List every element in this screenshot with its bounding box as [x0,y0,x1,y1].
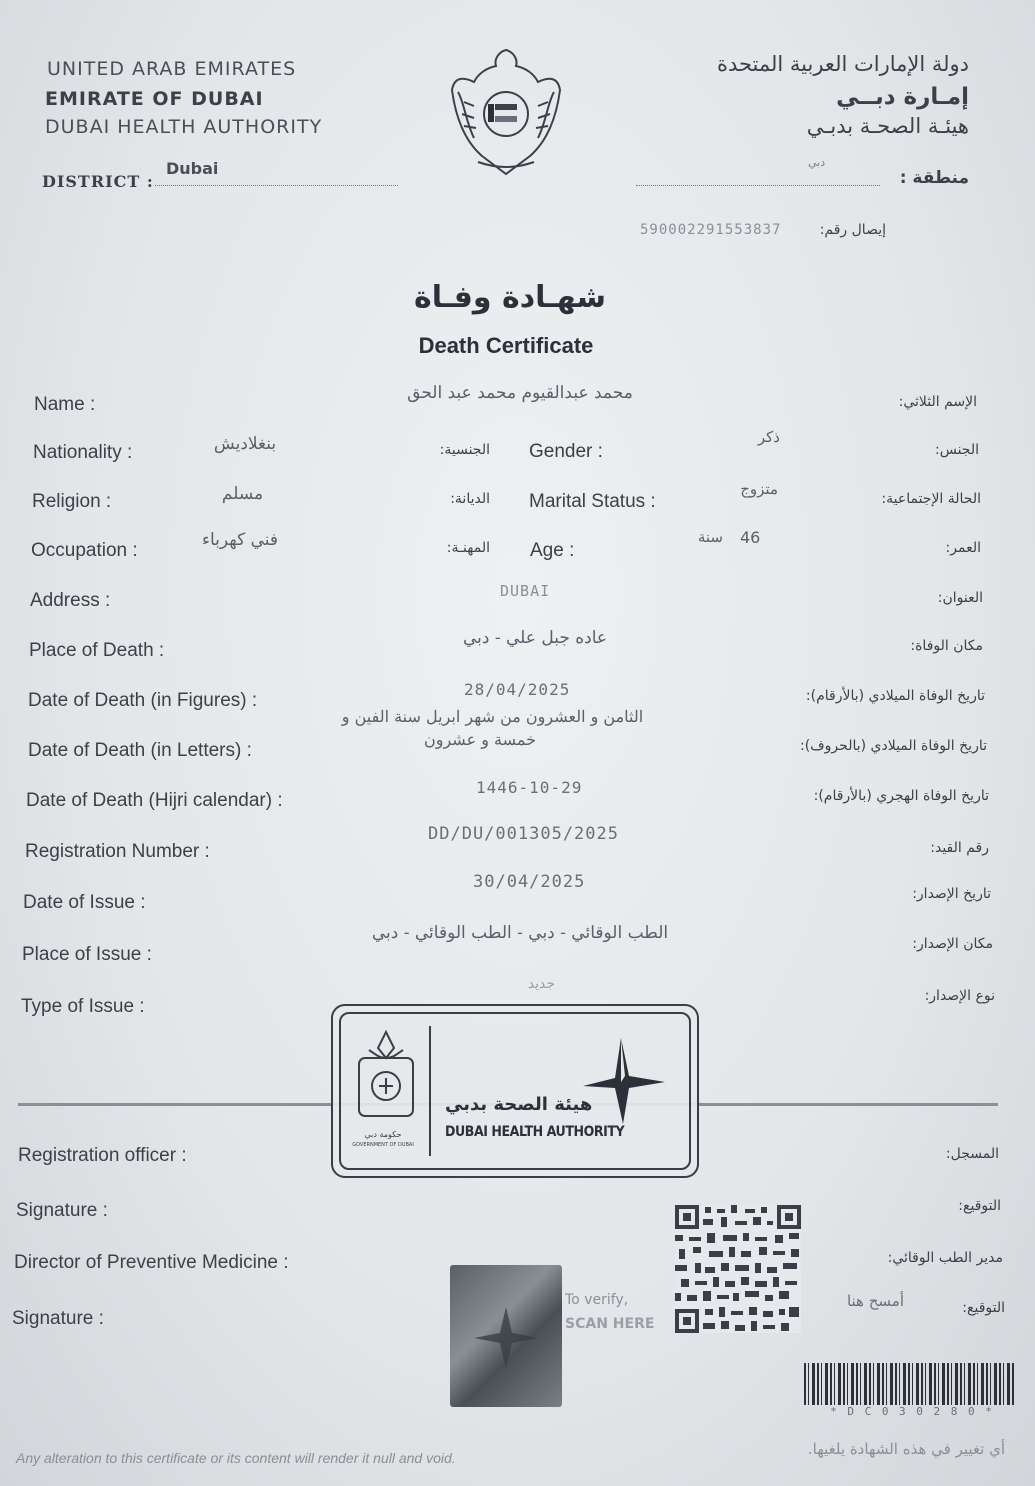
district-ar-label: منطقة : [899,168,969,188]
dod-hijri-value: 1446-10-29 [476,778,583,797]
signature2-ar-label: التوقيع: [962,1300,1005,1316]
address-value: DUBAI [500,582,551,600]
religion-ar-label: الديانة: [450,491,490,507]
district-ar-value: دبي [808,156,826,169]
registration-number-ar-label: رقم القيد: [930,840,989,856]
district-value: Dubai [166,159,219,178]
name-value: محمد عبدالقيوم محمد عبد الحق [407,383,633,403]
verify-text-1: To verify, [565,1292,629,1308]
hologram-star-icon [472,1305,540,1371]
header-en-line1: UNITED ARAB EMIRATES [47,58,297,80]
name-label: Name : [34,394,96,415]
district-dotted-line [155,185,398,186]
director-preventive-medicine-label: Director of Preventive Medicine : [14,1252,289,1273]
address-ar-label: العنوان: [937,590,983,606]
date-of-issue-label: Date of Issue : [23,892,146,913]
occupation-label: Occupation : [31,540,138,561]
footer-en-disclaimer: Any alteration to this certificate or its content will render it null and void. [16,1450,456,1466]
verification-qr-code[interactable] [675,1205,801,1333]
place-of-death-value: عاده جبل علي - دبي [462,628,608,648]
stamp-divider [429,1026,431,1156]
religion-value: مسلم [221,484,264,504]
place-of-issue-value: الطب الوقائي - دبي - الطب الوقائي - دبي [371,923,669,943]
header-en-line2: EMIRATE OF DUBAI [45,88,264,110]
date-of-issue-value: 30/04/2025 [473,872,586,892]
type-of-issue-value: جديد [527,976,555,992]
registration-number-value: DD/DU/001305/2025 [428,824,619,844]
title-ar: شهـادة وفـاة [414,280,606,315]
gov-dubai-ar: حكومة دبي [364,1130,402,1139]
place-of-issue-ar-label: مكان الإصدار: [912,936,993,952]
district-ar-dotted-line [636,185,880,186]
gender-label: Gender : [529,441,603,462]
dod-figures-ar-label: تاريخ الوفاة الميلادي (بالأرقام): [805,688,985,704]
address-label: Address : [30,590,111,611]
uae-falcon-emblem-icon [448,44,564,180]
header-en-line3: DUBAI HEALTH AUTHORITY [45,116,323,138]
age-ar-label: العمر: [945,540,981,556]
age-value: 46 [740,528,761,547]
dod-letters-ar-label: تاريخ الوفاة الميلادي (بالحروف): [799,738,987,754]
footer-ar-disclaimer: أي تغيير في هذه الشهادة يلغيها. [807,1440,1005,1458]
barcode [804,1363,1016,1405]
dod-letters-value-1: الثامن و العشرون من شهر ابريل سنة الفين و [341,707,644,726]
dha-stamp-en: DUBAI HEALTH AUTHORITY [445,1124,625,1140]
place-of-death-label: Place of Death : [29,640,165,661]
security-hologram [450,1265,562,1407]
nationality-value: بنغلاديش [213,434,277,454]
district-label: DISTRICT : [42,172,154,191]
type-of-issue-ar-label: نوع الإصدار: [924,988,995,1004]
occupation-value: فني كهرباء [201,530,279,550]
dubai-government-emblem-icon [351,1028,421,1128]
receipt-number: 590002291553837 [640,222,782,238]
nationality-ar-label: الجنسية: [439,442,490,458]
occupation-ar-label: المهنـة: [446,540,490,556]
header-ar-line1: دولة الإمارات العربية المتحدة [716,52,969,76]
place-of-issue-label: Place of Issue : [22,944,152,965]
director-preventive-medicine-ar-label: مدير الطب الوقائي: [887,1250,1003,1266]
gender-ar-label: الجنس: [935,442,979,458]
dha-stamp [331,1004,699,1178]
signature-ar-label: التوقيع: [958,1198,1001,1214]
gov-dubai-en: GOVERNMENT OF DUBAI [352,1142,414,1148]
gender-value: ذكر [757,428,780,446]
verify-ar-text: أمسح هنا [846,1292,904,1310]
qr-code-icon [675,1205,801,1333]
registration-number-label: Registration Number : [25,841,210,862]
title-en: Death Certificate [418,333,594,358]
header-ar-line3: هيئـة الصحـة بدبـي [806,114,969,138]
dod-letters-label: Date of Death (in Letters) : [28,740,252,761]
marital-status-ar-label: الحالة الإجتماعية: [881,491,981,507]
dod-figures-label: Date of Death (in Figures) : [28,690,258,711]
receipt-label: إيصال رقم: [819,222,886,238]
age-unit: سنة [697,528,723,546]
dha-stamp-ar: هيئة الصحة بدبي [445,1094,593,1115]
header-ar-line2: إمـارة دبــي [836,84,969,110]
date-of-issue-ar-label: تاريخ الإصدار: [912,886,991,902]
place-of-death-ar-label: مكان الوفاة: [910,638,983,654]
dod-figures-value: 28/04/2025 [464,680,571,699]
signature-label: Signature : [16,1200,108,1221]
name-ar-label: الإسم الثلاثي: [898,394,977,410]
dod-letters-value-2: خمسة و عشرون [423,730,536,749]
religion-label: Religion : [32,491,112,512]
age-label: Age : [530,540,575,561]
dod-hijri-ar-label: تاريخ الوفاة الهجري (بالأرقام): [813,788,989,804]
registration-officer-label: Registration officer : [18,1145,187,1166]
barcode-text: * D C 0 3 0 2 8 0 * [830,1405,994,1418]
marital-status-value: متزوج [740,480,778,498]
marital-status-label: Marital Status : [529,491,656,512]
registration-officer-ar-label: المسجل: [945,1146,999,1162]
signature2-label: Signature : [12,1308,104,1329]
dod-hijri-label: Date of Death (Hijri calendar) : [26,790,283,811]
verify-text-2: SCAN HERE [565,1316,655,1332]
nationality-label: Nationality : [33,442,133,463]
type-of-issue-label: Type of Issue : [21,996,145,1017]
